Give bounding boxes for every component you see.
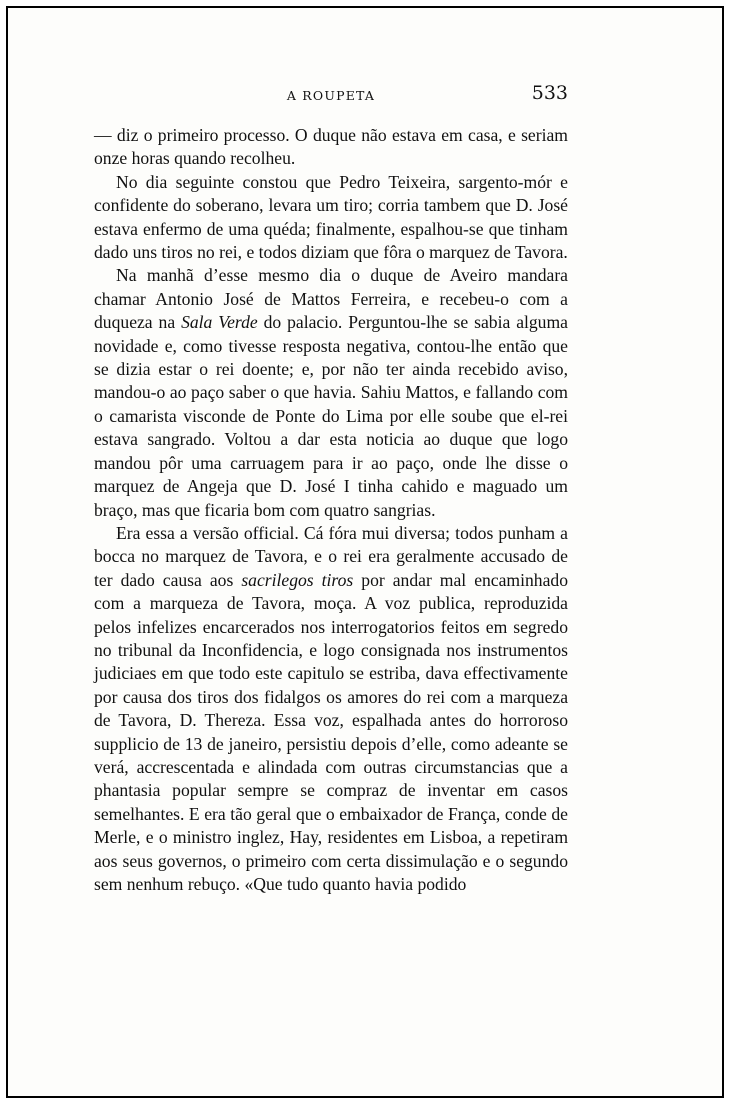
text-run: — diz o primeiro processo. O duque não estava em casa, e seriam onze horas quando recolheu.: [94, 125, 568, 169]
text-run: No dia seguinte constou que Pedro Teixeira, sargento-mór e confidente do soberano, levara um tiro; corria tambem que D. José estava enfermo de uma quéda; finalmente, espalhou-se que tinham dado uns tiros no rei, e todos diziam que fôra o marquez de Tavora.: [94, 171, 568, 263]
running-title: A ROUPETA: [286, 88, 376, 103]
italic-text-run: sacrilegos tiros: [241, 569, 354, 590]
running-head: [94, 82, 568, 106]
text-run: por andar mal encaminhado com a marqueza de Tavora, moça. A voz publica, reproduzida pelos infelizes encarcerados nos interrogatorios feitos em segredo no tribunal da Inconfidencia, e logo consignada nos instrumentos judiciaes em que todo este capitulo se estriba, dava effectivamente por causa dos tiros dos fidalgos os amores do rei com a marqueza de Tavora, D. Thereza. Essa voz, espalhada antes do horroroso supplicio de 13 de janeiro, persistiu depois d’elle, como adeante se verá, accrescentada e alindada com outras circumstancias que a phantasia popular sempre se compraz de inventar em casos semelhantes. E era tão geral que o embaixador de França, conde de Merle, e o ministro inglez, Hay, residentes em Lisboa, a repetiram aos seus governos, o primeiro com certa dissimulação e o segundo sem nenhum rebuço. «Que tudo quanto havia podido: [94, 569, 568, 894]
paragraph-4: [94, 522, 568, 897]
paragraph-1: [94, 124, 568, 171]
body-text: [94, 124, 568, 896]
paragraph-2: [94, 171, 568, 265]
text-run: do palacio. Perguntou-lhe se sabia alguma novidade e, como tivesse resposta negativa, contou-lhe então que se dizia estar o rei doente; e, por não ter ainda recebido aviso, mandou-o ao paço saber o que havia. Sahiu Mattos, e fallando com o camarista visconde de Ponte do Lima por elle soube que el-rei estava sangrado. Voltou a dar esta noticia ao duque que logo mandou pôr uma carruagem para ir ao paço, onde lhe disse o marquez de Angeja que D. José I tinha cahido e maguado um braço, mas que ficaria bom com quatro sangrias.: [94, 312, 568, 520]
page-number: 533: [531, 82, 568, 104]
paragraph-3: [94, 264, 568, 521]
text-run: Na manhã d’esse mesmo dia o duque de Aveiro mandara chamar Antonio José de Mattos Ferreira, e recebeu-o com a duqueza na: [94, 265, 568, 333]
text-run: Era essa a versão official. Cá fóra mui diversa; todos punham a bocca no marquez de Tavora, e o rei era geralmente accusado de ter dado causa aos: [94, 522, 568, 590]
italic-text-run: Sala Verde: [181, 312, 258, 333]
